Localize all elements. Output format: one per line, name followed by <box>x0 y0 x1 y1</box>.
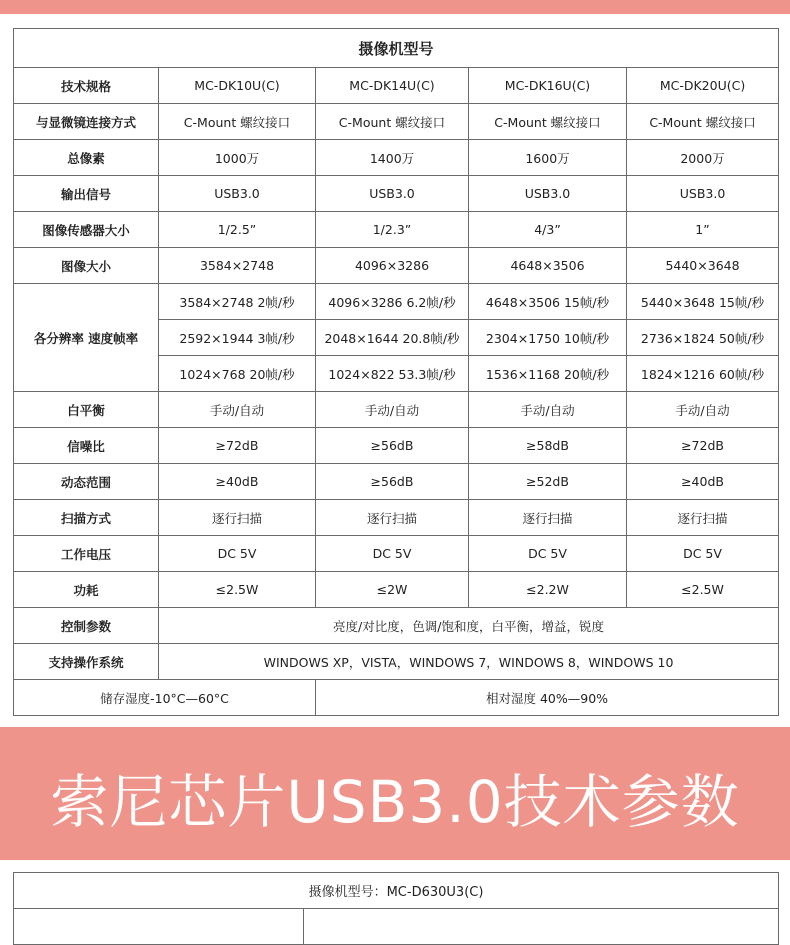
cell: 手动/自动 <box>159 392 316 428</box>
table-row <box>14 428 779 464</box>
row-label: 功耗 <box>14 572 159 608</box>
camera-spec-table <box>13 28 779 716</box>
cell: ≥56dB <box>316 428 469 464</box>
cell: MC-DK14U(C) <box>316 68 469 104</box>
row-label: 工作电压 <box>14 536 159 572</box>
cell: ≤2W <box>316 572 469 608</box>
banner-title: 索尼芯片USB3.0技术参数 <box>50 768 740 836</box>
cell: 3584×2748 2帧/秒 <box>159 284 316 320</box>
camera-spec-table-2 <box>13 872 779 945</box>
table-row <box>14 212 779 248</box>
cell: 2048×1644 20.8帧/秒 <box>316 320 469 356</box>
cell <box>14 909 304 945</box>
cell: USB3.0 <box>469 176 627 212</box>
row-label: 动态范围 <box>14 464 159 500</box>
row-label: 信噪比 <box>14 428 159 464</box>
cell: ≥56dB <box>316 464 469 500</box>
cell: ≥40dB <box>159 464 316 500</box>
table-row <box>14 572 779 608</box>
cell: 逐行扫描 <box>627 500 779 536</box>
cell: DC 5V <box>159 536 316 572</box>
table-row <box>14 608 779 644</box>
cell: ≥58dB <box>469 428 627 464</box>
table-row <box>14 464 779 500</box>
table-row <box>14 284 779 320</box>
cell: ≥52dB <box>469 464 627 500</box>
cell: MC-DK16U(C) <box>469 68 627 104</box>
section-banner <box>0 727 790 860</box>
cell: 1000万 <box>159 140 316 176</box>
cell: 2736×1824 50帧/秒 <box>627 320 779 356</box>
cell: DC 5V <box>316 536 469 572</box>
cell: 5440×3648 15帧/秒 <box>627 284 779 320</box>
cell: 1/2.3” <box>316 212 469 248</box>
cell <box>304 909 779 945</box>
table-row <box>14 176 779 212</box>
cell: 1” <box>627 212 779 248</box>
relative-humidity-cell: 相对湿度 40%—90% <box>316 680 779 716</box>
os-support-cell: WINDOWS XP，VISTA，WINDOWS 7，WINDOWS 8，WINDOWS 10 <box>159 644 779 680</box>
table-row <box>14 68 779 104</box>
cell: ≥72dB <box>159 428 316 464</box>
cell: MC-DK20U(C) <box>627 68 779 104</box>
cell: 1024×822 53.3帧/秒 <box>316 356 469 392</box>
table-row <box>14 680 779 716</box>
row-label: 白平衡 <box>14 392 159 428</box>
cell: 1/2.5” <box>159 212 316 248</box>
row-label: 总像素 <box>14 140 159 176</box>
control-params-cell: 亮度/对比度，色调/饱和度，白平衡，增益，锐度 <box>159 608 779 644</box>
cell: 手动/自动 <box>316 392 469 428</box>
row-label: 控制参数 <box>14 608 159 644</box>
cell: ≤2.2W <box>469 572 627 608</box>
table-row <box>14 248 779 284</box>
cell: C-Mount 螺纹接口 <box>159 104 316 140</box>
cell: 1400万 <box>316 140 469 176</box>
top-accent-band <box>0 0 790 14</box>
cell: 逐行扫描 <box>159 500 316 536</box>
cell: 1824×1216 60帧/秒 <box>627 356 779 392</box>
table-row <box>14 104 779 140</box>
table-row-partial <box>14 909 779 945</box>
storage-humidity-cell: 储存湿度-10°C—60°C <box>14 680 316 716</box>
cell: MC-DK10U(C) <box>159 68 316 104</box>
cell: DC 5V <box>627 536 779 572</box>
cell: C-Mount 螺纹接口 <box>469 104 627 140</box>
table-title: 摄像机型号 <box>14 29 779 68</box>
cell: 1600万 <box>469 140 627 176</box>
row-label: 支持操作系统 <box>14 644 159 680</box>
row-label: 图像大小 <box>14 248 159 284</box>
cell: 4096×3286 <box>316 248 469 284</box>
cell: 4648×3506 15帧/秒 <box>469 284 627 320</box>
cell: DC 5V <box>469 536 627 572</box>
cell: 3584×2748 <box>159 248 316 284</box>
cell: 1024×768 20帧/秒 <box>159 356 316 392</box>
table-row <box>14 644 779 680</box>
table-row <box>14 140 779 176</box>
row-label: 各分辨率 速度帧率 <box>14 284 159 392</box>
cell: ≥72dB <box>627 428 779 464</box>
cell: 2592×1944 3帧/秒 <box>159 320 316 356</box>
cell: 4/3” <box>469 212 627 248</box>
cell: 5440×3648 <box>627 248 779 284</box>
table-title: 摄像机型号：MC-D630U3(C) <box>14 873 779 909</box>
cell: ≥40dB <box>627 464 779 500</box>
cell: 逐行扫描 <box>469 500 627 536</box>
cell: USB3.0 <box>316 176 469 212</box>
cell: C-Mount 螺纹接口 <box>316 104 469 140</box>
cell: 4096×3286 6.2帧/秒 <box>316 284 469 320</box>
table-row <box>14 392 779 428</box>
cell: ≤2.5W <box>159 572 316 608</box>
cell: 4648×3506 <box>469 248 627 284</box>
cell: USB3.0 <box>627 176 779 212</box>
row-label: 与显微镜连接方式 <box>14 104 159 140</box>
cell: USB3.0 <box>159 176 316 212</box>
cell: 手动/自动 <box>627 392 779 428</box>
cell: 2000万 <box>627 140 779 176</box>
cell: 2304×1750 10帧/秒 <box>469 320 627 356</box>
row-label: 图像传感器大小 <box>14 212 159 248</box>
row-label: 扫描方式 <box>14 500 159 536</box>
cell: C-Mount 螺纹接口 <box>627 104 779 140</box>
cell: 1536×1168 20帧/秒 <box>469 356 627 392</box>
row-label: 技术规格 <box>14 68 159 104</box>
cell: 逐行扫描 <box>316 500 469 536</box>
row-label: 输出信号 <box>14 176 159 212</box>
cell: ≤2.5W <box>627 572 779 608</box>
cell: 手动/自动 <box>469 392 627 428</box>
table-row <box>14 536 779 572</box>
table-row <box>14 500 779 536</box>
